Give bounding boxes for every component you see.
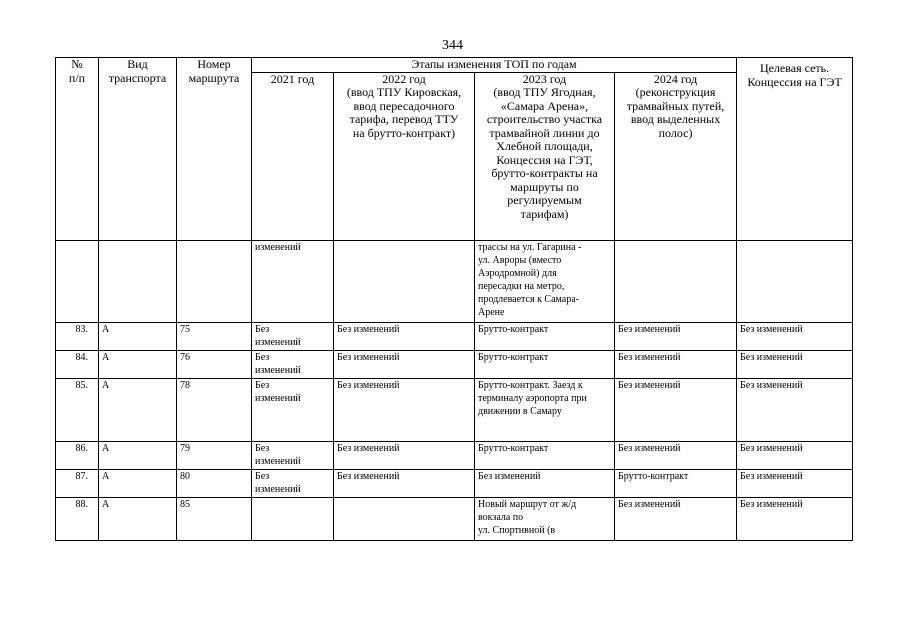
header-stages: Этапы изменения ТОП по годам xyxy=(252,58,737,73)
cell-2021: Без изменений xyxy=(252,469,334,497)
cell-2024: Без изменений xyxy=(615,322,737,350)
cell-2024: Без изменений xyxy=(615,378,737,441)
cell-2021: Без изменений xyxy=(252,441,334,469)
page-number: 344 xyxy=(442,38,463,53)
cell-target xyxy=(737,240,853,322)
cell-num: 85. xyxy=(56,378,99,441)
cell-2021 xyxy=(252,497,334,540)
cell-2021: Без изменений xyxy=(252,378,334,441)
cell-num xyxy=(56,240,99,322)
cell-target: Без изменений xyxy=(737,469,853,497)
cell-2024 xyxy=(615,240,737,322)
cell-2024: Без изменений xyxy=(615,441,737,469)
cell-2022: Без изменений xyxy=(334,469,475,497)
cell-2023: Брутто-контракт. Заезд к терминалу аэропорта при движении в Самару xyxy=(475,378,615,441)
cell-2023: Без изменений xyxy=(475,469,615,497)
cell-2024: Без изменений xyxy=(615,497,737,540)
cell-route xyxy=(177,240,252,322)
cell-route: 76 xyxy=(177,350,252,378)
cell-2022: Без изменений xyxy=(334,322,475,350)
cell-2022 xyxy=(334,240,475,322)
cell-tpe: А xyxy=(99,441,177,469)
cell-type xyxy=(99,240,177,322)
header-year-2021: 2021 год xyxy=(252,72,334,240)
table-row xyxy=(56,469,853,497)
table-row xyxy=(56,441,853,469)
cell-num: 87. xyxy=(56,469,99,497)
cell-target: Без изменений xyxy=(737,322,853,350)
table-row xyxy=(56,497,853,540)
cell-2021: Без изменений xyxy=(252,350,334,378)
header-target-network: Целевая сеть. Концессия на ГЭТ xyxy=(737,58,853,241)
cell-2024: Без изменений xyxy=(615,350,737,378)
cell-tpe: А xyxy=(99,378,177,441)
cell-2022: Без изменений xyxy=(334,350,475,378)
cell-num: 86. xyxy=(56,441,99,469)
cell-2022 xyxy=(334,497,475,540)
cell-route: 80 xyxy=(177,469,252,497)
table-row xyxy=(56,378,853,441)
cell-2023: Новый маршрут от ж/д вокзала по ул. Спортивной (в xyxy=(475,497,615,540)
cell-2024: Брутто-контракт xyxy=(615,469,737,497)
table-row xyxy=(56,322,853,350)
cell-2022: Без изменений xyxy=(334,441,475,469)
cell-target: Без изменений xyxy=(737,378,853,441)
cell-2022: Без изменений xyxy=(334,378,475,441)
table-row-continuation xyxy=(56,240,853,322)
cell-2023: трассы на ул. Гагарина - ул. Авроры (вместо Аэродромной) для пересадки на метро, продлевается к Самара- Арене xyxy=(475,240,615,322)
cell-num: 84. xyxy=(56,350,99,378)
cell-2021: изменений xyxy=(252,240,334,322)
cell-2023: Брутто-контракт xyxy=(475,350,615,378)
header-num: № п/п xyxy=(56,58,99,241)
cell-2021: Без изменений xyxy=(252,322,334,350)
cell-2023: Брутто-контракт xyxy=(475,322,615,350)
cell-num: 88. xyxy=(56,497,99,540)
header-year-2022: 2022 год (ввод ТПУ Кировская, ввод пересадочного тарифа, перевод ТТУ на брутто-контракт) xyxy=(334,72,475,240)
cell-route: 78 xyxy=(177,378,252,441)
cell-route: 79 xyxy=(177,441,252,469)
cell-tpe: А xyxy=(99,322,177,350)
cell-tpe: А xyxy=(99,469,177,497)
cell-target: Без изменений xyxy=(737,497,853,540)
route-changes-table xyxy=(55,57,853,541)
header-transport-type: Вид транспорта xyxy=(99,58,177,241)
cell-tpe: А xyxy=(99,350,177,378)
table-row xyxy=(56,350,853,378)
cell-2023: Брутто-контракт xyxy=(475,441,615,469)
cell-route: 75 xyxy=(177,322,252,350)
cell-target: Без изменений xyxy=(737,441,853,469)
cell-route: 85 xyxy=(177,497,252,540)
header-year-2024: 2024 год (реконструкция трамвайных путей, ввод выделенных полос) xyxy=(615,72,737,240)
cell-num: 83. xyxy=(56,322,99,350)
cell-target: Без изменений xyxy=(737,350,853,378)
header-year-2023: 2023 год (ввод ТПУ Ягодная, «Самара Арена», строительство участка трамвайной линии до Хлебной площади, Концессия на ГЭТ, брутто-контракты на маршруты по регулируемым тарифам) xyxy=(475,72,615,240)
header-route-number: Номер маршрута xyxy=(177,58,252,241)
cell-tpe: А xyxy=(99,497,177,540)
header-row-1 xyxy=(56,58,853,73)
